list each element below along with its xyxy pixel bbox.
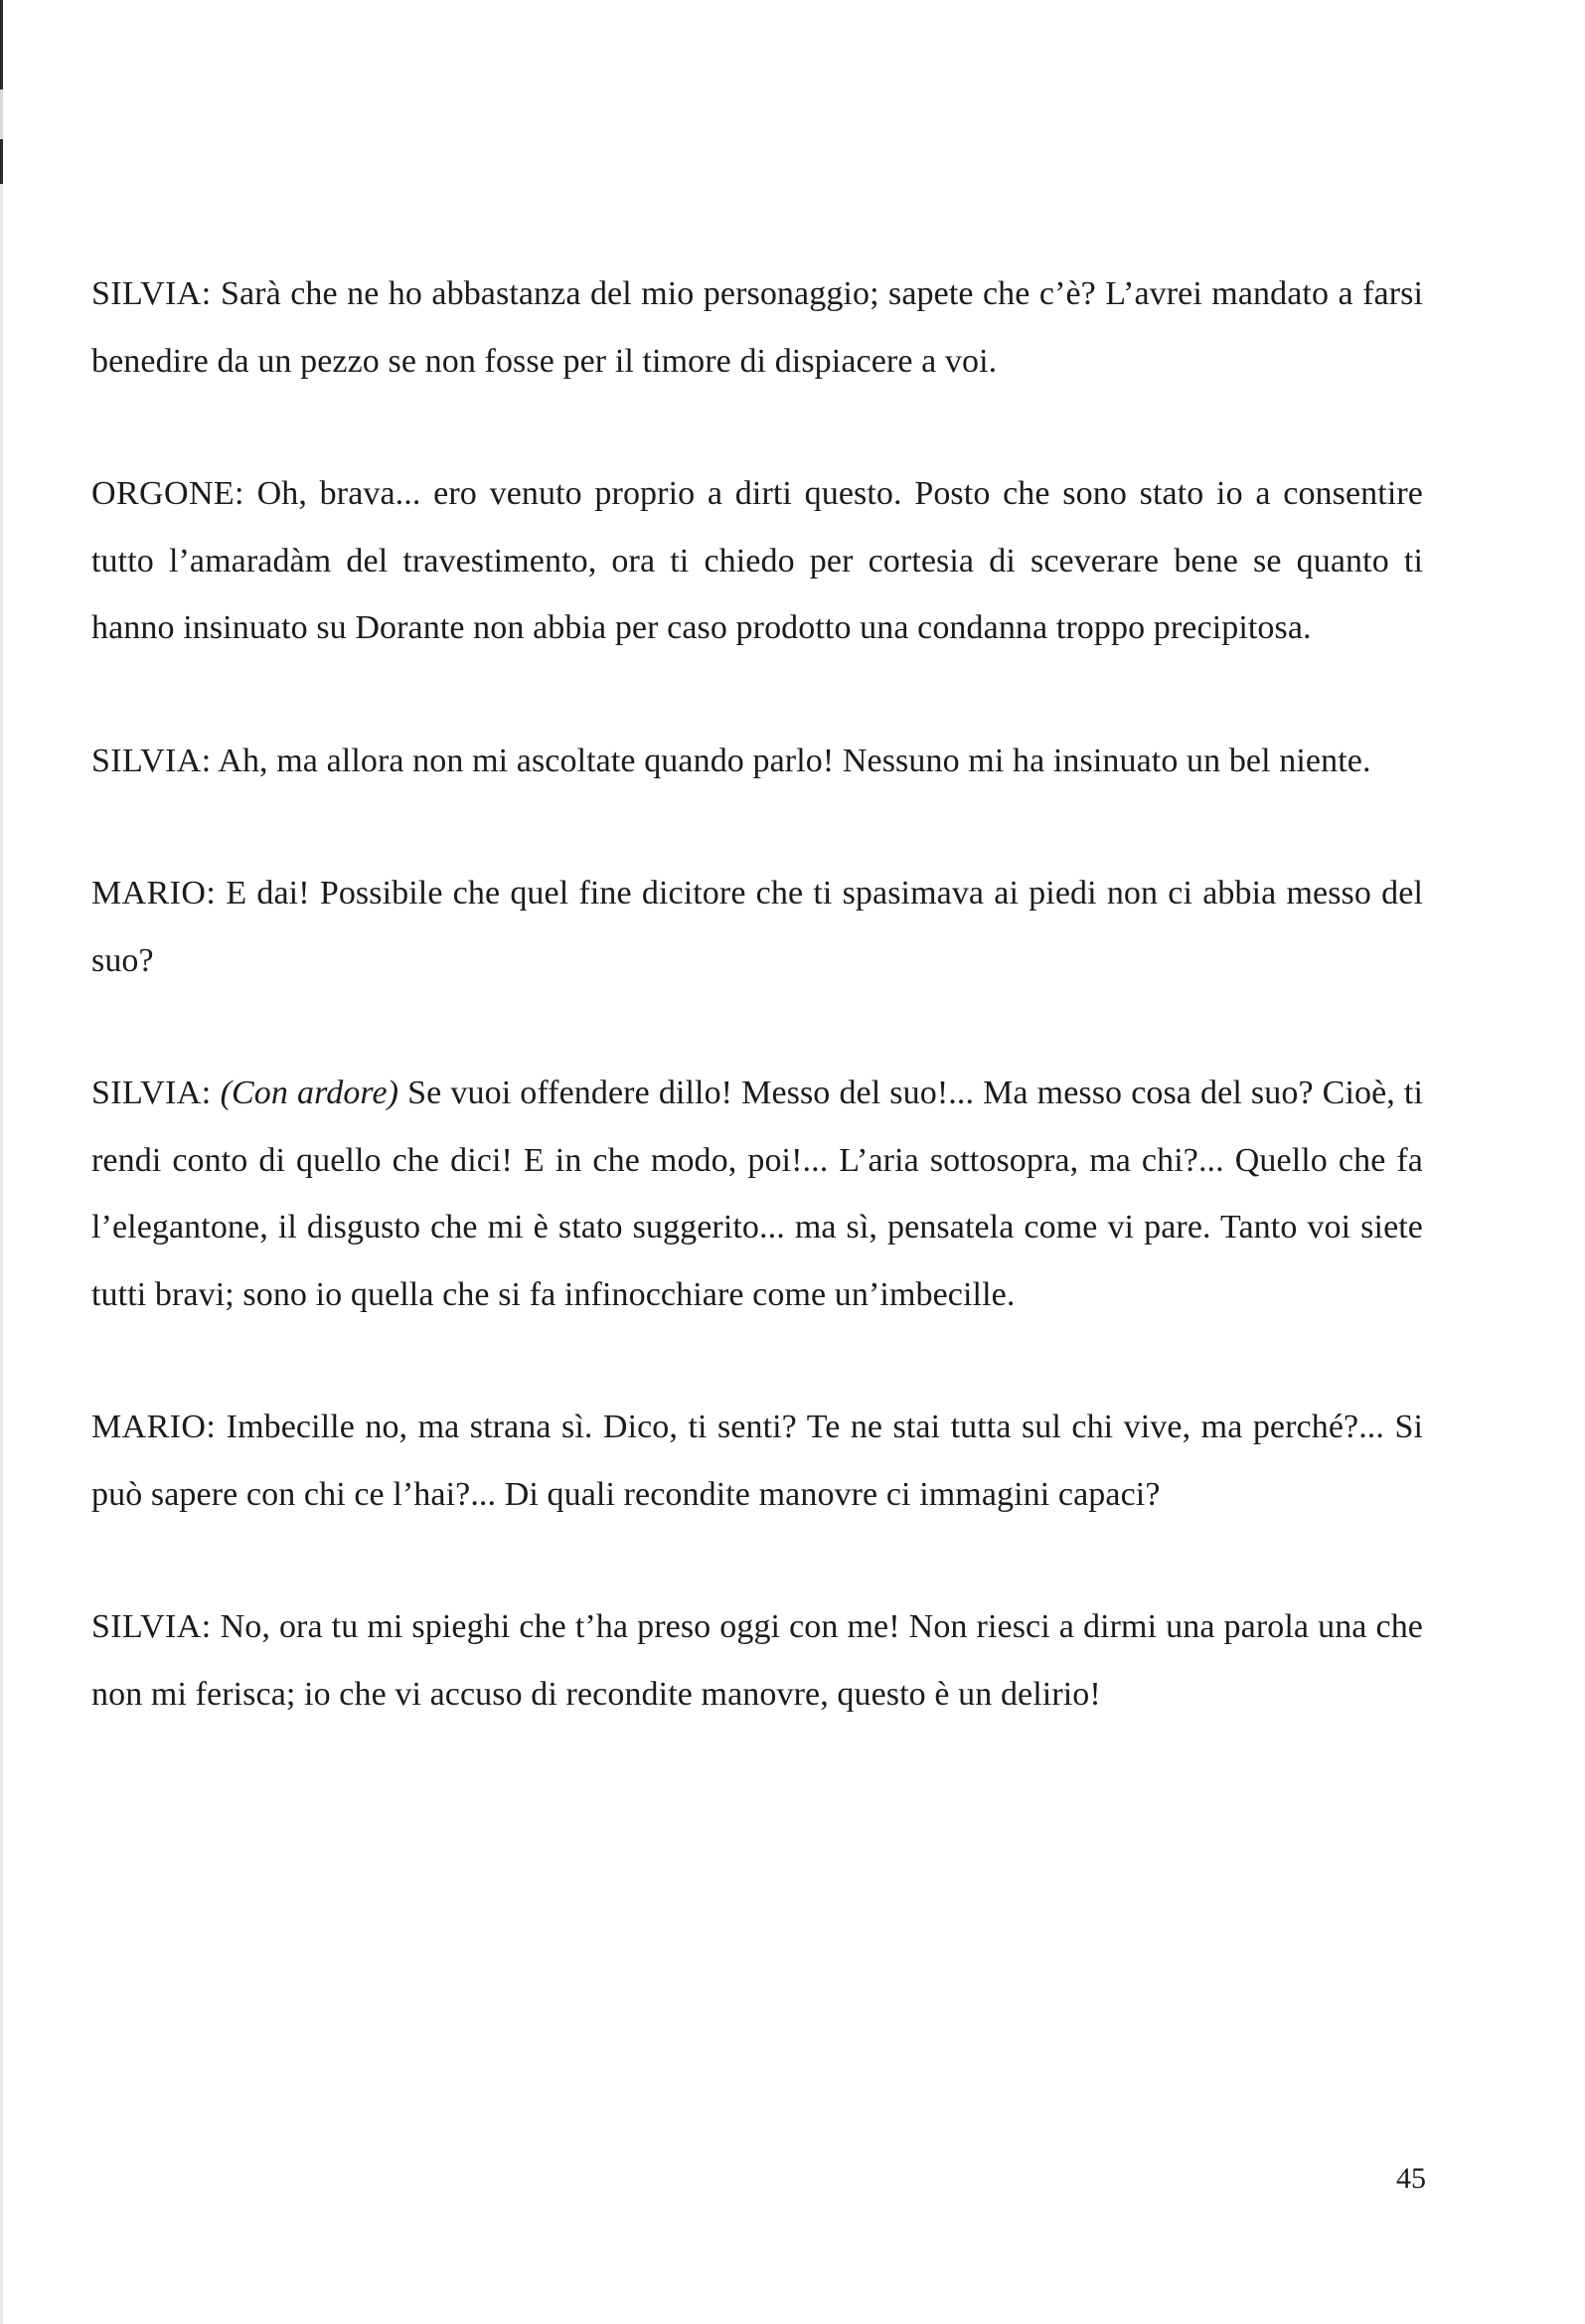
- dialogue-text: Ah, ma allora non mi ascoltate quando parlo! Nessuno mi ha insinuato un bel niente.: [218, 742, 1371, 779]
- dialogue-text: No, ora tu mi spieghi che t’ha preso oggi con me! Non riesci a dirmi una parola una che non mi ferisca; io che vi accuso di recondite manovre, questo è un delirio!: [91, 1608, 1423, 1713]
- speaker-name: MARIO:: [91, 1409, 217, 1445]
- dialogue-column: [91, 260, 1423, 1793]
- speaker-name: SILVIA:: [91, 742, 212, 779]
- dialogue-paragraph-3: [91, 728, 1423, 795]
- dialogue-text: E dai! Possibile che quel fine dicitore che ti spasimava ai piedi non ci abbia messo del suo?: [91, 875, 1423, 979]
- speaker-name: SILVIA:: [91, 1608, 212, 1645]
- speaker-name: MARIO:: [91, 875, 217, 912]
- dialogue-paragraph-5: [91, 1060, 1423, 1328]
- dialogue-paragraph-6: [91, 1394, 1423, 1528]
- stage-direction: (Con ardore): [220, 1075, 399, 1111]
- dialogue-paragraph-2: [91, 460, 1423, 662]
- dialogue-text: Imbecille no, ma strana sì. Dico, ti senti? Te ne stai tutta sul chi vive, ma perché?... Si può sapere con chi ce l’hai?... Di quali recondite manovre ci immagini capaci?: [91, 1409, 1423, 1513]
- dialogue-text: Sarà che ne ho abbastanza del mio personaggio; sapete che c’è? L’avrei mandato a farsi benedire da un pezzo se non fosse per il timore di dispiacere a voi.: [91, 275, 1423, 380]
- speaker-name: ORGONE:: [91, 475, 244, 512]
- scan-edge-artifact: [0, 0, 3, 2324]
- page-number: 45: [1396, 2162, 1426, 2195]
- dialogue-text: Oh, brava... ero venuto proprio a dirti questo. Posto che sono stato io a consentire tutto l’amaradàm del travestimento, ora ti chiedo per cortesia di sceverare bene se quanto ti hanno insinuato su Dorante non abbia per caso prodotto una condanna troppo precipitosa.: [91, 475, 1423, 646]
- speaker-name: SILVIA:: [91, 1075, 212, 1111]
- dialogue-paragraph-7: [91, 1593, 1423, 1728]
- dialogue-paragraph-4: [91, 860, 1423, 994]
- dialogue-text: Se vuoi offendere dillo! Messo del suo!... Ma messo cosa del suo? Cioè, ti rendi conto di quello che dici! E in che modo, poi!... L’aria sottosopra, ma chi?... Quello che fa l’elegantone, il disgusto che mi è stato suggerito... ma sì, pensatela come vi pare. Tanto voi siete tutti bravi; sono io quella che si fa infinocchiare come un’imbecille.: [91, 1075, 1424, 1313]
- speaker-name: SILVIA:: [91, 275, 212, 312]
- dialogue-paragraph-1: [91, 260, 1423, 395]
